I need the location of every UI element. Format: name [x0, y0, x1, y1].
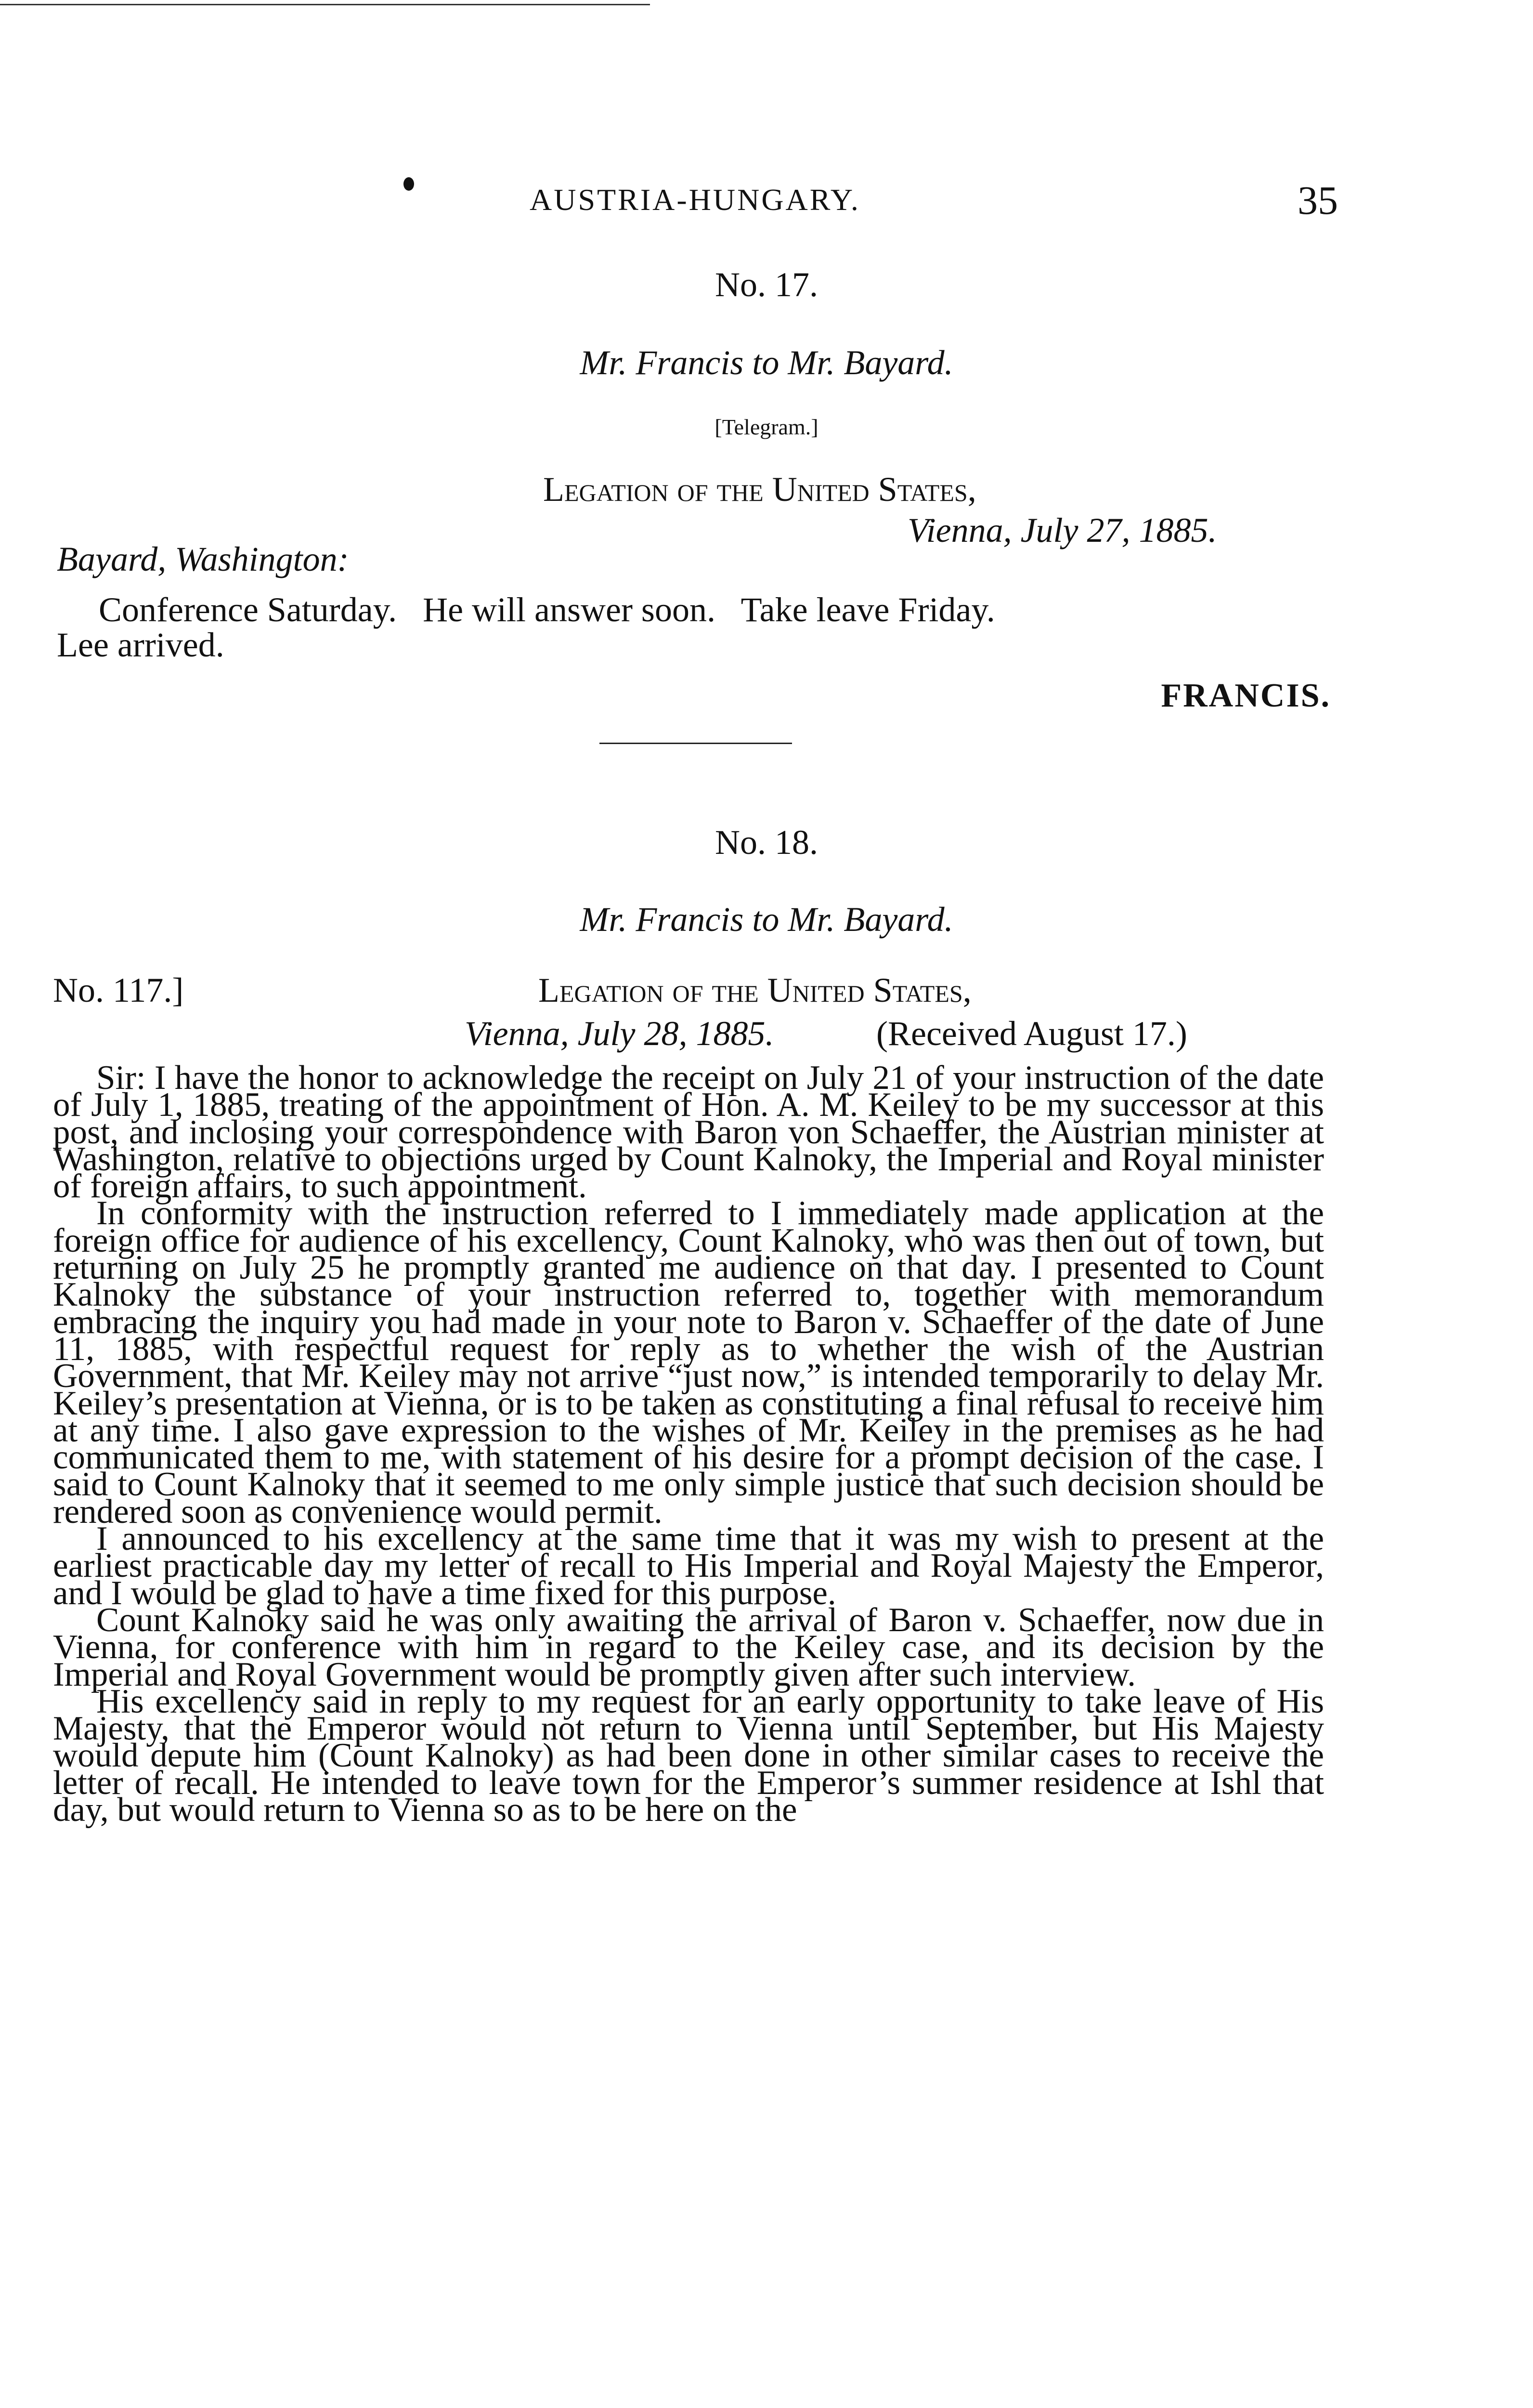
section-divider [599, 743, 792, 744]
doc18-legation: Legation of the United States, [538, 971, 972, 1009]
top-rule [0, 4, 650, 5]
doc17-title: Mr. Francis to Mr. Bayard. [580, 343, 953, 382]
running-head-title: AUSTRIA-HUNGARY. [530, 183, 860, 217]
doc17-message-line-2: Lee arrived. [57, 626, 224, 664]
doc17-legation: Legation of the United States, [543, 470, 976, 509]
doc18-paragraph-4: Count Kalnoky said he was only awaiting the arrival of Baron v. Schaeffer, now due in Vienna, for conference with him in regard to the Keiley case, and its decision by the Imperial and Royal Government would be promptly given after such interview. [53, 1601, 1324, 1693]
doc18-letter-body [53, 1059, 1324, 1829]
doc18-paragraph-2: In conformity with the instruction referred to I immediately made application at the foreign office for audience of his excellency, Count Kalnoky, who was then out of town, but returning on July 25 he promptly granted me audience on that day. I presented to Count Kalnoky the substance of your instruction referred to, together with memorandum embracing the inquiry you had made in your note to Baron v. Schaeffer of the date of June 11, 1885, with respectful request for reply as to whether the wish of the Austrian Government, that Mr. Keiley may not arrive “just now,” is intended temporarily to delay Mr. Keiley’s presentation at Vienna, or is to be taken as constituting a final refusal to receive him at any time. I also gave expression to the wishes of Mr. Keiley in the premises as he had communicated them to me, with statement of his desire for a prompt decision of the case. I said to Count Kalnoky that it seemed to me only simple justice that such decision should be rendered soon as convenience would permit. [53, 1194, 1324, 1531]
print-dot [403, 177, 414, 191]
doc17-telegram-note: [Telegram.] [715, 415, 818, 439]
doc17-signature: FRANCIS. [1161, 677, 1331, 714]
doc18-received: (Received August 17.) [876, 1014, 1187, 1053]
doc18-paragraph-3: I announced to his excellency at the same time that it was my wish to present at the earliest practicable day my letter of recall to His Imperial and Royal Majesty the Emperor, and I would be glad to have a time fixed for this purpose. [53, 1520, 1324, 1612]
doc17-addressee: Bayard, Washington: [57, 540, 349, 578]
doc18-number: No. 18. [715, 823, 818, 862]
doc17-number: No. 17. [715, 265, 818, 304]
doc18-place-date: Vienna, July 28, 1885. [465, 1014, 774, 1053]
doc18-paragraph-1: Sir: I have the honor to acknowledge the receipt on July 21 of your instruction of the date of July 1, 1885, treating of the appointment of Hon. A. M. Keiley to be my successor at this post, and inclosing your correspondence with Baron von Schaeffer, the Austrian minister at Washington, relative to objections urged by Count Kalnoky, the Imperial and Royal minister of foreign affairs, to such appointment. [53, 1059, 1324, 1205]
doc17-message-line-1: Conference Saturday. He will answer soon. Take leave Friday. [99, 590, 995, 629]
doc18-reference: No. 117.] [53, 971, 184, 1009]
doc18-paragraph-5: His excellency said in reply to my request for an early opportunity to take leave of His Majesty, that the Emperor would not return to Vienna until September, but His Majesty would depute him (Count Kalnoky) as had been done in other similar cases to receive the letter of recall. He intended to leave town for the Emperor’s summer residence at Ishl that day, but would return to Vienna so as to be here on the [53, 1682, 1324, 1829]
page-number: 35 [1298, 178, 1338, 223]
doc18-title: Mr. Francis to Mr. Bayard. [580, 900, 953, 939]
doc17-place-date: Vienna, July 27, 1885. [908, 511, 1217, 550]
